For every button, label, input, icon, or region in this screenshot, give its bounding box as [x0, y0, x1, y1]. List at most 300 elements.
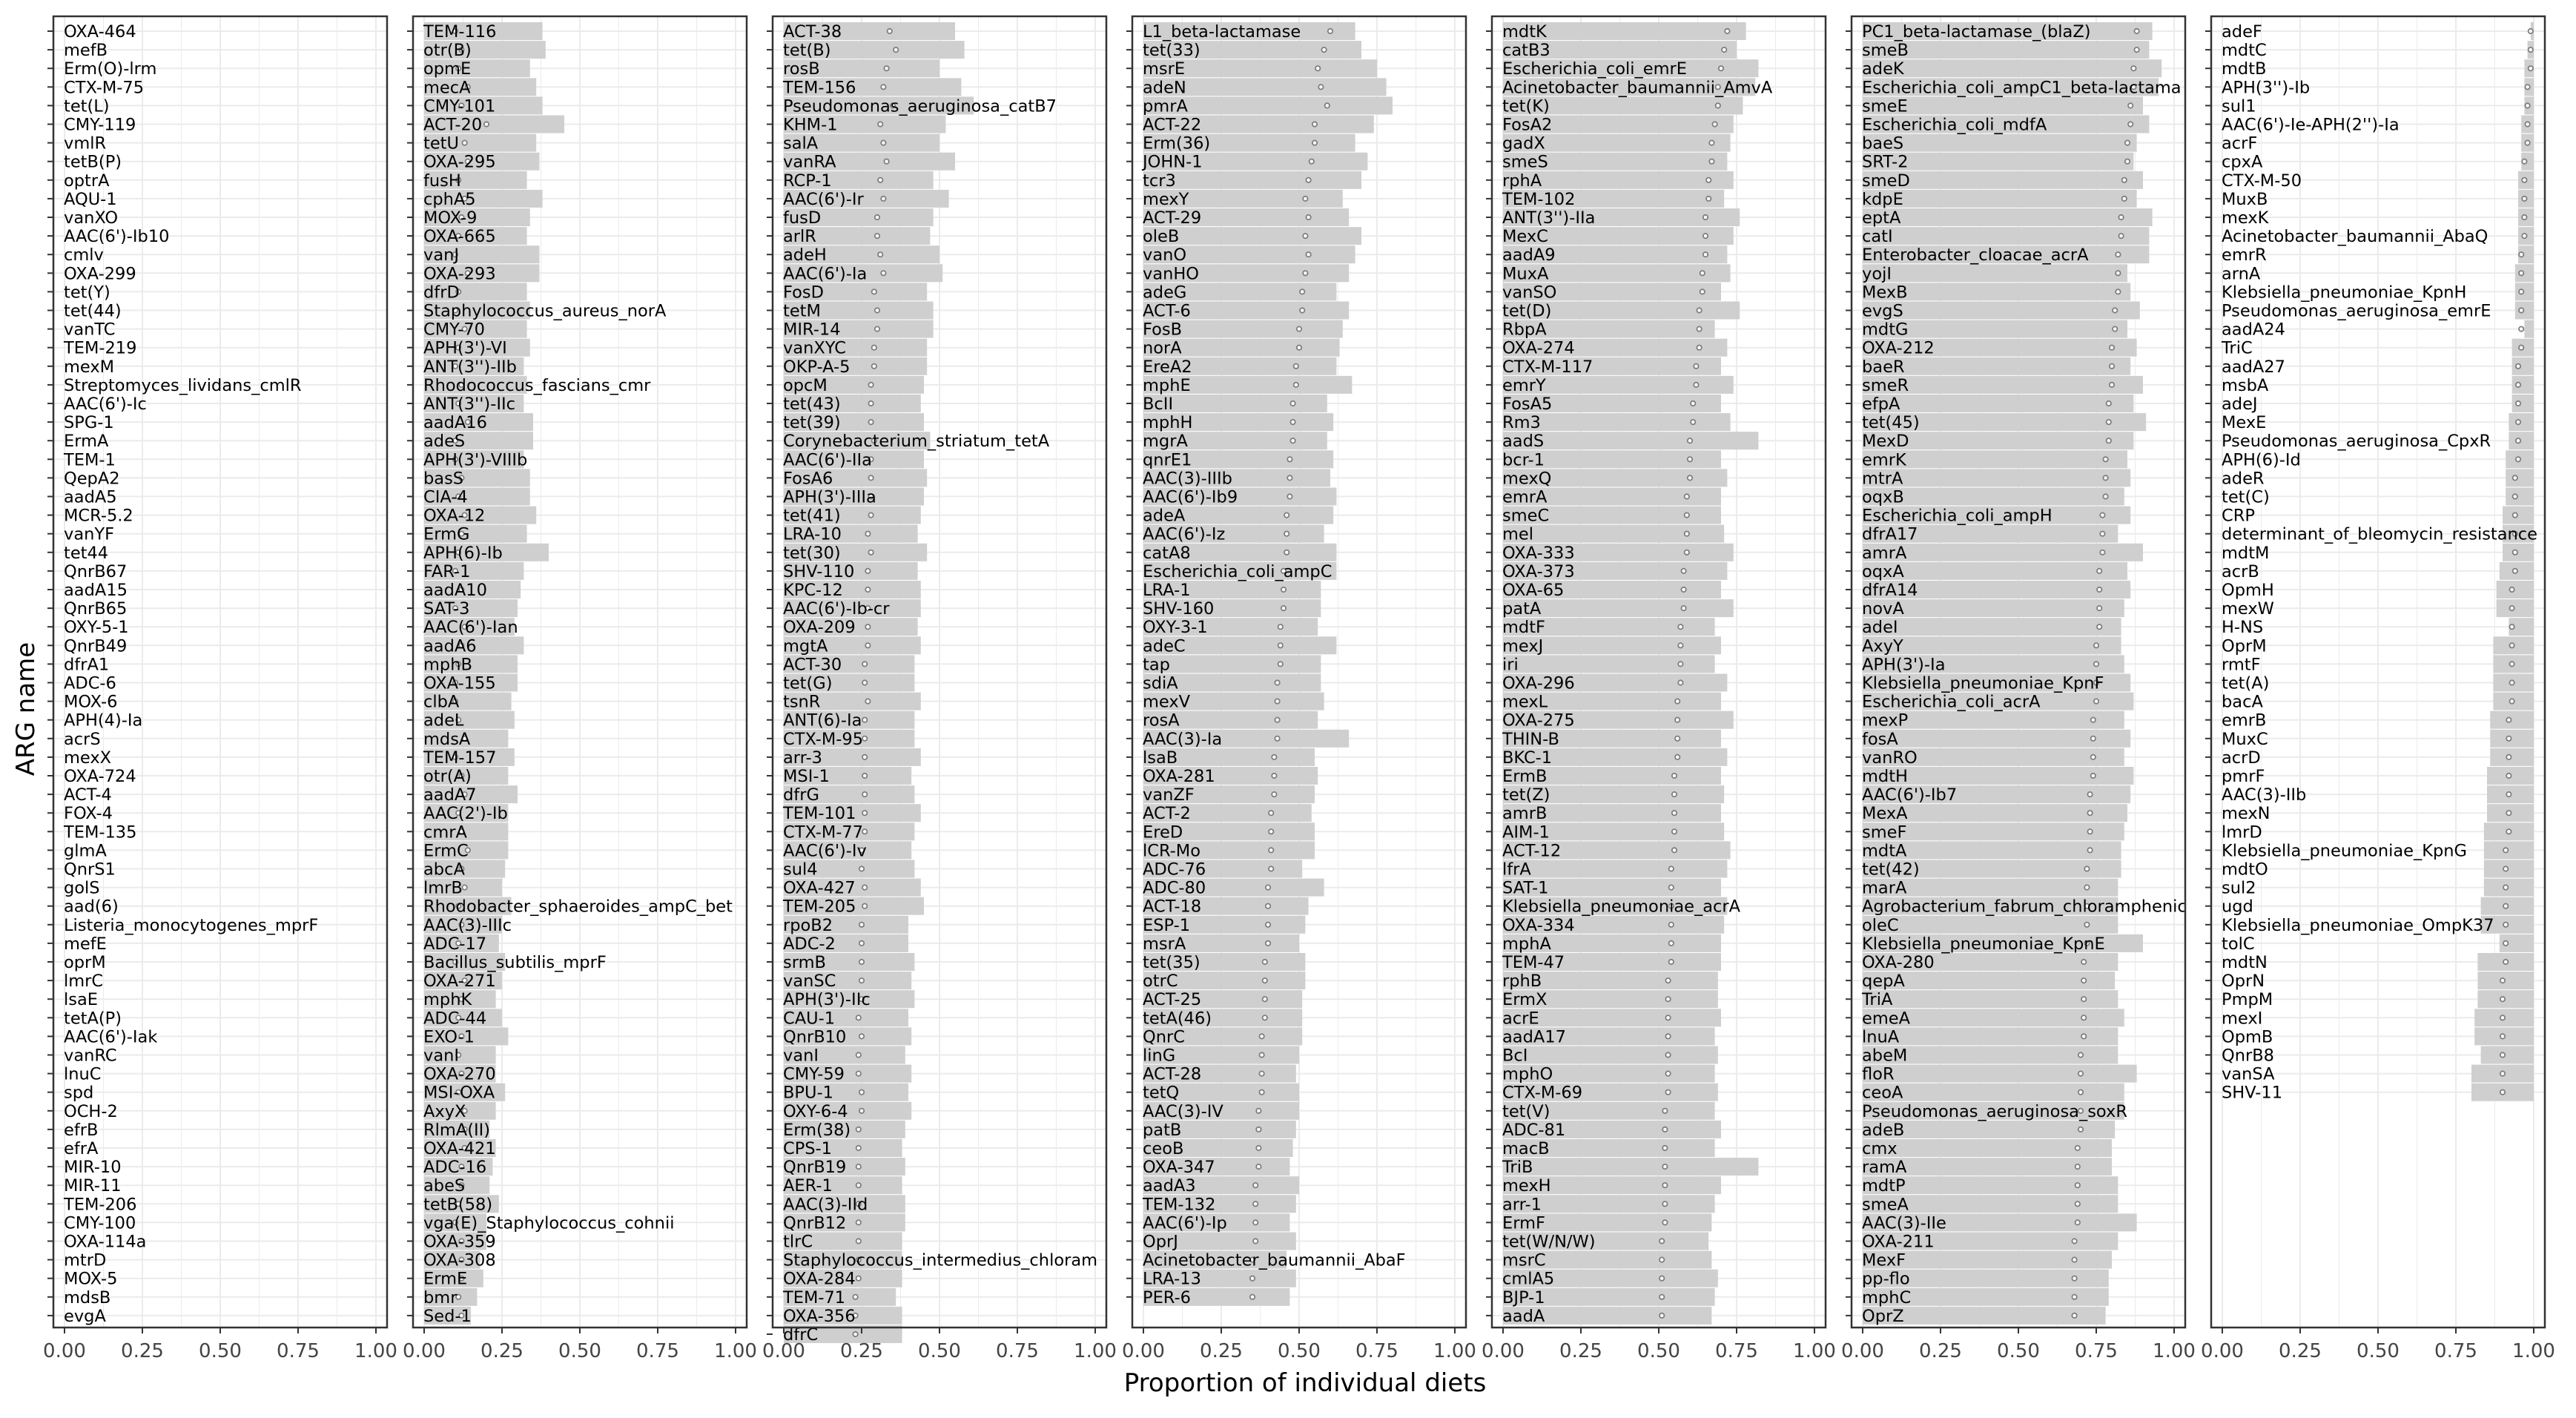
arg-label: rpoB2 [783, 915, 833, 935]
data-point [1269, 866, 1273, 871]
arg-label: catB3 [1502, 41, 1550, 61]
arg-label: emrR [2222, 245, 2267, 266]
data-point [856, 1276, 861, 1281]
arg-label: mexX [64, 748, 112, 768]
arg-label: OXA-209 [783, 618, 856, 638]
data-point [1678, 680, 1682, 685]
arg-label: aadA3 [1143, 1176, 1196, 1196]
data-point [1722, 47, 1726, 52]
arg-label: vanRO [1862, 748, 1918, 768]
x-tick-label: 0.75 [996, 1340, 1039, 1362]
data-point [1256, 1146, 1261, 1150]
data-point [2078, 1090, 2083, 1095]
arg-label: Pseudomonas_aeruginosa_soxR [1862, 1101, 2127, 1121]
arg-label: dfrG [783, 785, 819, 805]
arg-label: vanHO [1143, 264, 1199, 284]
x-tick-label: 0.75 [277, 1340, 320, 1362]
arg-label: smeC [1502, 506, 1550, 526]
arg-label: aad(6) [64, 897, 119, 917]
data-point [1328, 29, 1332, 33]
arg-label: CTX-M-117 [1502, 357, 1594, 377]
data-point [1259, 1034, 1264, 1038]
arg-label: evgA [64, 1306, 106, 1326]
arg-label: AAC(6')-Ia [783, 264, 868, 284]
data-point [872, 346, 876, 350]
data-point [2506, 811, 2511, 815]
arg-label: msrE [1143, 59, 1186, 79]
arg-label: SHV-110 [783, 561, 855, 581]
data-point [2503, 866, 2508, 871]
arg-label: JOHN-1 [1143, 152, 1203, 172]
arg-label: CMY-101 [423, 96, 496, 116]
bar [1863, 395, 2133, 412]
data-point [2091, 736, 2096, 741]
arg-label: ErmA [64, 432, 109, 452]
arg-label: ramA [1862, 1158, 1907, 1178]
arg-label: abeM [1862, 1046, 1908, 1066]
data-point [2118, 215, 2123, 220]
arg-label: mdtC [2222, 41, 2267, 61]
data-point [2522, 234, 2526, 238]
arg-label: mdsB [64, 1287, 111, 1307]
data-point [1318, 85, 1323, 89]
arg-label: tolC [2222, 934, 2255, 954]
x-tick-label: 0.00 [1841, 1340, 1884, 1362]
arg-label: vanSC [783, 972, 836, 992]
arg-label: tetB(P) [64, 152, 122, 172]
arg-label: fusH [423, 171, 461, 191]
arg-label: mexQ [1502, 469, 1552, 489]
arg-label: lsaB [1143, 748, 1178, 768]
data-point [2122, 178, 2127, 182]
arg-label: tet(42) [1862, 860, 1920, 880]
arg-label: Bacillus_subtilis_mprF [423, 953, 607, 972]
x-tick-label: 0.25 [1559, 1340, 1602, 1362]
arg-label: Acinetobacter_baumannii_AbaF [1143, 1250, 1406, 1270]
data-point [2087, 811, 2092, 815]
arg-label: OXA-724 [64, 767, 136, 786]
data-point [2078, 1052, 2083, 1057]
data-point [2091, 718, 2096, 722]
bar [1502, 1158, 1758, 1178]
arg-label: Erm(38) [783, 1120, 851, 1140]
arg-label: mexY [1143, 189, 1189, 209]
data-point [2097, 569, 2101, 573]
arg-label: Corynebacterium_striatum_tetA [783, 432, 1050, 452]
bar [2506, 469, 2534, 487]
data-point [1694, 364, 1698, 369]
data-point [2113, 326, 2117, 331]
arg-label: mphO [1502, 1064, 1553, 1084]
arg-label: kdpE [1862, 189, 1903, 209]
arg-label: determinant_of_bleomycin_resistance [2222, 524, 2538, 544]
arg-label: patA [1502, 599, 1542, 619]
arg-label: QnrB8 [2222, 1046, 2274, 1066]
arg-label: abeS [423, 1176, 466, 1196]
data-point [2519, 308, 2523, 312]
arg-label: dfrC [783, 1325, 819, 1345]
bar [1863, 1065, 2137, 1083]
data-point [2097, 606, 2101, 610]
arg-label: OKP-A-5 [783, 357, 851, 377]
data-point [1294, 364, 1298, 369]
arg-label: mecA [423, 78, 471, 98]
arg-label: CRP [2222, 506, 2255, 526]
arg-label: sdiA [1143, 673, 1178, 693]
arg-label: rosA [1143, 710, 1180, 731]
arg-label: OXA-284 [783, 1269, 856, 1289]
data-point [1662, 1109, 1667, 1113]
arg-label: fosA [1862, 729, 1898, 749]
arg-label: Escherichia_coli_emrE [1502, 59, 1687, 79]
arg-label: APH(3')-VI [423, 338, 507, 358]
data-point [1706, 178, 1711, 182]
data-point [1709, 159, 1714, 164]
data-point [1287, 494, 1292, 498]
data-point [2103, 475, 2107, 480]
data-point [2100, 550, 2104, 555]
arg-label: AAC(3)-IId [783, 1195, 868, 1215]
arg-label: tetA(46) [1143, 1009, 1212, 1029]
arg-label: vmlR [64, 133, 107, 154]
arg-label: Klebsiella_pneumoniae_KpnE [1862, 934, 2105, 954]
bar [2497, 599, 2534, 617]
data-point [868, 420, 873, 424]
arg-label: vanSA [2222, 1064, 2275, 1084]
arg-label: ACT-28 [1143, 1064, 1202, 1084]
data-point [862, 792, 867, 797]
data-point [862, 811, 867, 815]
arg-label: OXA-295 [423, 152, 496, 172]
data-point [1688, 438, 1692, 443]
arg-label: Rhodococcus_fascians_cmr [423, 375, 651, 395]
arg-label: TEM-102 [1502, 189, 1576, 209]
x-tick-label: 0.50 [199, 1340, 242, 1362]
data-point [859, 866, 864, 871]
data-point [2087, 848, 2092, 852]
arg-label: tcr3 [1143, 171, 1176, 191]
arg-label: BJP-1 [1502, 1287, 1545, 1307]
arg-label: tetM [783, 301, 821, 321]
data-point [2529, 66, 2533, 70]
arg-label: adeA [1143, 506, 1186, 526]
x-tick-label: 0.25 [480, 1340, 524, 1362]
data-point [2107, 401, 2111, 406]
arg-label: iri [1502, 655, 1519, 675]
x-tick-label: 0.25 [840, 1340, 883, 1362]
data-point [2081, 960, 2086, 964]
data-point [856, 1127, 861, 1132]
arg-label: Klebsiella_pneumoniae_KpnF [1862, 673, 2104, 693]
arg-label: H-NS [2222, 618, 2264, 638]
arg-label: pp-flo [1862, 1269, 1910, 1289]
arg-label: TriA [1862, 990, 1893, 1010]
arg-label: vanO [1143, 245, 1187, 266]
arg-label: SAT-1 [1502, 878, 1549, 898]
arg-label: SRT-2 [1862, 152, 1909, 172]
bar [2484, 860, 2534, 878]
data-point [1665, 1015, 1670, 1020]
arg-label: vanRC [64, 1046, 117, 1066]
data-point [1669, 923, 1674, 927]
data-point [2522, 159, 2526, 164]
data-point [862, 718, 867, 722]
arg-label: gadX [1502, 133, 1545, 154]
x-tick-label: 1.00 [2512, 1340, 2555, 1362]
arg-label: ACT-20 [423, 115, 483, 135]
x-tick-label: 1.00 [1433, 1340, 1476, 1362]
arg-label: OXA-12 [423, 506, 486, 526]
arg-label: cmlv [64, 245, 104, 266]
arg-label: TEM-205 [783, 897, 856, 917]
data-point [856, 1239, 861, 1243]
arg-label: ErmG [423, 524, 470, 544]
data-point [2134, 47, 2139, 52]
data-point [1256, 1164, 1261, 1169]
x-axis-title: Proportion of individual diets [1123, 1368, 1487, 1398]
data-point [2522, 197, 2526, 201]
data-point [1290, 438, 1295, 443]
arg-label: OXY-3-1 [1143, 618, 1208, 638]
data-point [2081, 978, 2086, 983]
data-point [2116, 271, 2120, 275]
arg-label: TEM-1 [64, 450, 116, 470]
arg-label: QnrB65 [64, 599, 128, 619]
arg-label: AAC(3)-IIb [2222, 785, 2307, 805]
data-point [1700, 289, 1705, 294]
arg-label: smeR [1862, 375, 1909, 395]
arg-label: OXA-296 [1502, 673, 1575, 693]
arg-label: ceoB [1143, 1139, 1184, 1158]
arg-label: TEM-132 [1143, 1195, 1216, 1215]
bar [1863, 227, 2149, 245]
arg-label: CMY-70 [423, 320, 485, 340]
data-point [1672, 792, 1677, 797]
arg-label: MuxB [2222, 189, 2268, 209]
arg-label: aadS [1502, 432, 1545, 452]
data-point [1703, 252, 1708, 257]
data-point [2500, 997, 2505, 1001]
data-point [1287, 475, 1292, 480]
data-point [2500, 1015, 2505, 1020]
data-point [2125, 159, 2130, 164]
arg-label: Erm(O)-lrm [64, 59, 157, 79]
data-point [1659, 1313, 1664, 1318]
x-tick-label: 0.50 [2357, 1340, 2400, 1362]
data-point [2072, 1239, 2076, 1243]
arg-label: SHV-160 [1143, 599, 1215, 619]
panels [43, 16, 2555, 1362]
arg-label: BcII [1143, 395, 1174, 414]
arg-label: efrA [64, 1139, 99, 1158]
arg-label: adeB [1862, 1120, 1905, 1140]
data-point [1259, 1090, 1264, 1095]
arg-label: THIN-B [1502, 729, 1559, 749]
arg-label: adeR [2222, 469, 2265, 489]
data-point [2084, 885, 2089, 889]
data-point [2122, 197, 2127, 201]
arg-label: MexE [2222, 413, 2267, 433]
arg-label: tetB(58) [423, 1195, 493, 1215]
arg-label: acrE [1502, 1009, 1539, 1029]
arg-label: ANT(3'')-IIb [423, 357, 517, 377]
arg-label: eptA [1862, 208, 1901, 228]
arg-label: AAC(2')-Ib [423, 804, 508, 824]
x-tick-label: 0.50 [918, 1340, 961, 1362]
data-point [862, 774, 867, 778]
data-point [2500, 1034, 2505, 1038]
arg-label: AAC(6')-Ip [1143, 1213, 1227, 1233]
bar [1863, 916, 2118, 934]
data-point [1712, 122, 1717, 126]
arg-label: dfrA14 [1862, 581, 1918, 600]
data-point [1294, 383, 1298, 387]
arg-label: mexP [1862, 710, 1909, 731]
data-point [1672, 848, 1677, 852]
arg-label: aadA15 [64, 581, 128, 600]
arg-label: vanI [783, 1046, 819, 1066]
arg-label: mdtG [1862, 320, 1909, 340]
data-point [2509, 606, 2514, 610]
arg-label: EreA2 [1143, 357, 1192, 377]
arg-label: lmrC [64, 972, 104, 992]
data-point [1290, 420, 1295, 424]
data-point [1253, 1239, 1258, 1243]
arg-label: APH(3')-Ia [1862, 655, 1946, 675]
arg-label: emrY [1502, 375, 1546, 395]
data-point [859, 978, 864, 983]
data-point [1685, 512, 1689, 517]
arg-label: cmrA [423, 822, 467, 842]
arg-label: Erm(36) [1143, 133, 1211, 154]
arg-label: ACT-38 [783, 22, 842, 42]
data-point [2118, 234, 2123, 238]
bar [2503, 507, 2534, 524]
arg-label: APH(3')-VIIIb [423, 450, 528, 470]
bar [1863, 302, 2140, 320]
data-point [1691, 420, 1695, 424]
arg-label: lCR-Mo [1143, 841, 1201, 861]
bar [2503, 544, 2534, 561]
arg-label: mdtB [2222, 59, 2267, 79]
arg-label: Staphylococcus_intermedius_chloram [783, 1250, 1098, 1270]
data-point [1669, 960, 1674, 964]
arg-label: AAC(6')-Ib9 [1143, 487, 1238, 507]
data-point [1278, 624, 1283, 629]
arg-label: tet(A) [2222, 673, 2270, 693]
data-point [1306, 178, 1310, 182]
arg-label: Pseudomonas_aeruginosa_emrE [2222, 301, 2491, 321]
bar [1143, 655, 1321, 673]
arg-label: Escherichia_coli_mdfA [1862, 115, 2047, 135]
data-point [856, 1015, 861, 1020]
arg-label: ACT-2 [1143, 804, 1191, 824]
arg-label: ACT-6 [1143, 301, 1191, 321]
arg-label: Sed-1 [423, 1306, 472, 1326]
arg-label: OXA-359 [423, 1232, 496, 1252]
arg-label: EreD [1143, 822, 1183, 842]
arg-label: basS [423, 469, 464, 489]
arg-label: mdtK [1502, 22, 1547, 42]
data-point [2519, 326, 2523, 331]
data-point [2522, 178, 2526, 182]
data-point [2506, 829, 2511, 834]
arg-label: clbA [423, 692, 460, 712]
arg-label: yojI [1862, 264, 1892, 284]
data-point [1303, 271, 1307, 275]
arg-label: RCP-1 [783, 171, 832, 191]
arg-label: QnrB67 [64, 561, 128, 581]
arg-label: aadA24 [2222, 320, 2285, 340]
arg-label: acrD [2222, 748, 2261, 768]
arg-label: mexV [1143, 692, 1191, 712]
arg-label: SHV-11 [2222, 1083, 2283, 1103]
data-point [2506, 755, 2511, 759]
data-point [1678, 643, 1682, 647]
arg-label: tet(30) [783, 543, 841, 563]
data-point [859, 1090, 864, 1095]
data-point [1675, 736, 1680, 741]
arg-label: otrC [1143, 972, 1178, 992]
data-point [868, 383, 873, 387]
arg-label: mdtP [1862, 1176, 1906, 1196]
data-point [856, 1071, 861, 1075]
arg-label: AAC(6')-Iz [1143, 524, 1226, 544]
data-point [859, 1034, 864, 1038]
data-point [1685, 532, 1689, 536]
facet-panel-2 [403, 16, 757, 1362]
data-point [2516, 383, 2520, 387]
data-point [1662, 1164, 1667, 1169]
data-point [888, 29, 892, 33]
data-point [1278, 643, 1283, 647]
data-point [1669, 941, 1674, 946]
data-point [862, 662, 867, 666]
arg-label: QnrS1 [64, 860, 116, 880]
data-point [865, 624, 870, 629]
data-point [1300, 289, 1304, 294]
arg-label: catI [1862, 227, 1893, 247]
data-point [856, 1052, 861, 1057]
data-point [1284, 512, 1289, 517]
bar [1503, 1046, 1718, 1064]
arg-label: MuxC [2222, 729, 2268, 749]
arg-label: Acinetobacter_baumannii_AmvA [1502, 78, 1773, 98]
data-point [2087, 792, 2092, 797]
bar [2484, 841, 2534, 859]
data-point [1681, 587, 1685, 592]
data-point [2091, 755, 2096, 759]
arg-label: ErmX [1502, 990, 1548, 1010]
arg-label: bmr [423, 1287, 458, 1307]
arg-label: mdtN [2222, 953, 2268, 972]
arg-label: AER-1 [783, 1176, 833, 1196]
arg-label: vanXO [64, 208, 119, 228]
data-point [862, 885, 867, 889]
data-point [1275, 736, 1279, 741]
arg-label: ADC-6 [64, 673, 116, 693]
arg-label: AQU-1 [64, 189, 117, 209]
data-point [2097, 587, 2101, 592]
arg-label: OXA-308 [423, 1250, 496, 1270]
arg-label: ADC-80 [1143, 878, 1206, 898]
arg-label: KPC-12 [783, 581, 843, 600]
arg-label: Pseudomonas_aeruginosa_CpxR [2222, 432, 2491, 452]
arg-label: ADC-81 [1502, 1120, 1566, 1140]
x-tick-label: 1.00 [354, 1340, 397, 1362]
arg-label: tet(G) [783, 673, 833, 693]
data-point [1259, 1071, 1264, 1075]
